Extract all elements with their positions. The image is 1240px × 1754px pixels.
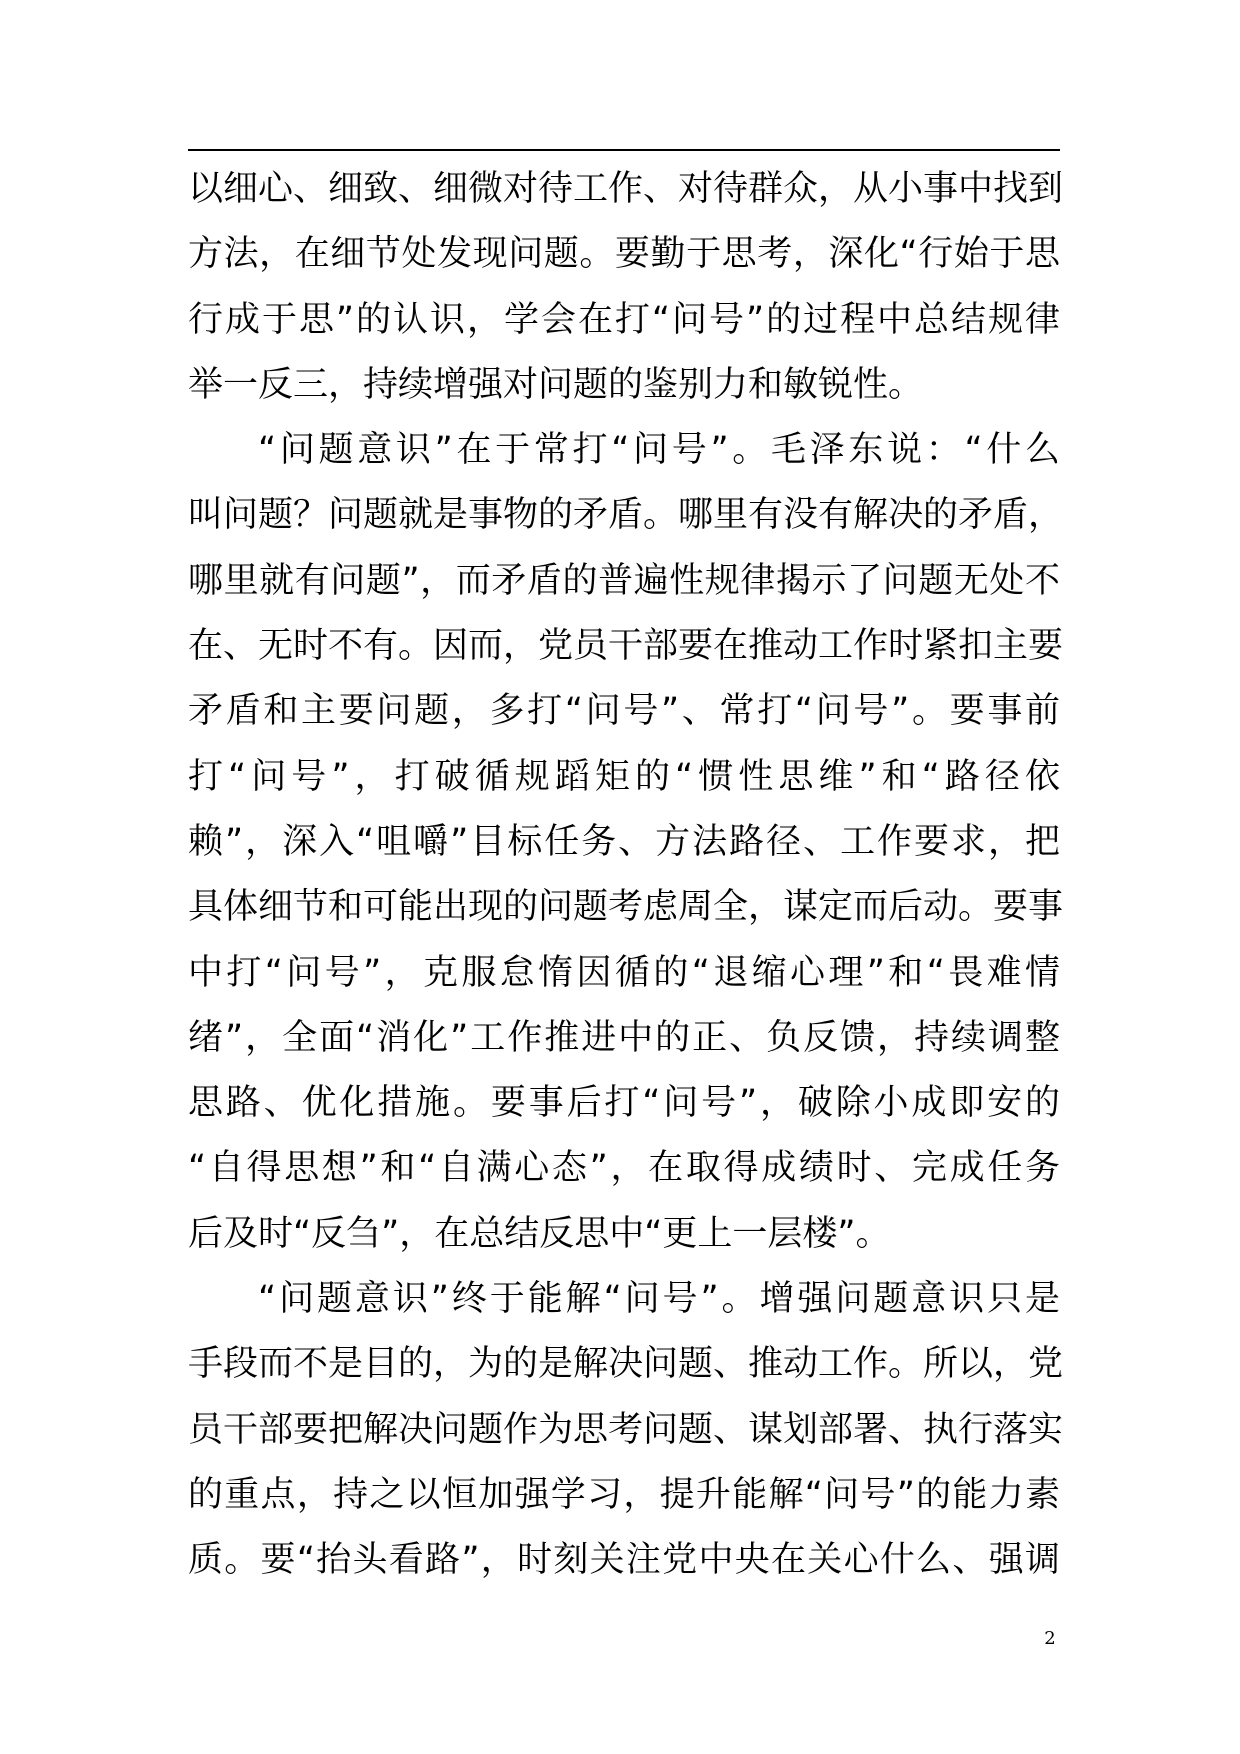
text-line: 中打“问号”，克服怠惰因循的“退缩心理”和“畏难情 xyxy=(188,952,1060,993)
text-line: 矛盾和主要问题，多打“问号”、常打“问号”。要事前 xyxy=(188,691,1060,732)
text-line: 举一反三，持续增强对问题的鉴别力和敏锐性。 xyxy=(188,364,924,405)
text-line: 行成于思”的认识，学会在打“问号”的过程中总结规律 xyxy=(188,299,1060,340)
text-line: 打“问号”，打破循规蹈矩的“惯性思维”和“路径依 xyxy=(188,756,1060,797)
text-line: “自得思想”和“自满心态”，在取得成绩时、完成任务 xyxy=(188,1148,1060,1189)
text-line: 在、无时不有。因而，党员干部要在推动工作时紧扣主要 xyxy=(188,626,1064,667)
text-line: 质。要“抬头看路”，时刻关注党中央在关心什么、强调 xyxy=(188,1540,1060,1581)
text-line: 的重点，持之以恒加强学习，提升能解“问号”的能力素 xyxy=(188,1474,1060,1515)
text-line: 哪里就有问题”，而矛盾的普遍性规律揭示了问题无处不 xyxy=(188,560,1060,601)
text-line: 手段而不是目的，为的是解决问题、推动工作。所以，党 xyxy=(188,1344,1064,1385)
text-line: 绪”，全面“消化”工作推进中的正、负反馈，持续调整 xyxy=(188,1017,1060,1058)
text-line: 思路、优化措施。要事后打“问号”，破除小成即安的 xyxy=(188,1083,1060,1124)
header-rule xyxy=(188,149,1060,151)
text-line: 后及时“反刍”，在总结反思中“更上一层楼”。 xyxy=(188,1213,891,1254)
paragraph-first-line: “问题意识”在于常打“问号”。毛泽东说：“什么 xyxy=(258,430,1060,471)
text-line: 员干部要把解决问题作为思考问题、谋划部署、执行落实 xyxy=(188,1409,1064,1450)
text-line: 方法，在细节处发现问题。要勤于思考，深化“行始于思 xyxy=(188,234,1060,275)
document-body xyxy=(188,157,1064,1594)
text-line: 具体细节和可能出现的问题考虑周全，谋定而后动。要事 xyxy=(188,887,1064,928)
text-line: 叫问题？问题就是事物的矛盾。哪里有没有解决的矛盾， xyxy=(188,495,1064,536)
paragraph-first-line: “问题意识”终于能解“问号”。增强问题意识只是 xyxy=(258,1279,1060,1320)
text-line: 赖”，深入“咀嚼”目标任务、方法路径、工作要求，把 xyxy=(188,821,1060,862)
text-line: 以细心、细致、细微对待工作、对待群众，从小事中找到 xyxy=(188,169,1064,209)
page-number: 2 xyxy=(1044,1628,1056,1649)
